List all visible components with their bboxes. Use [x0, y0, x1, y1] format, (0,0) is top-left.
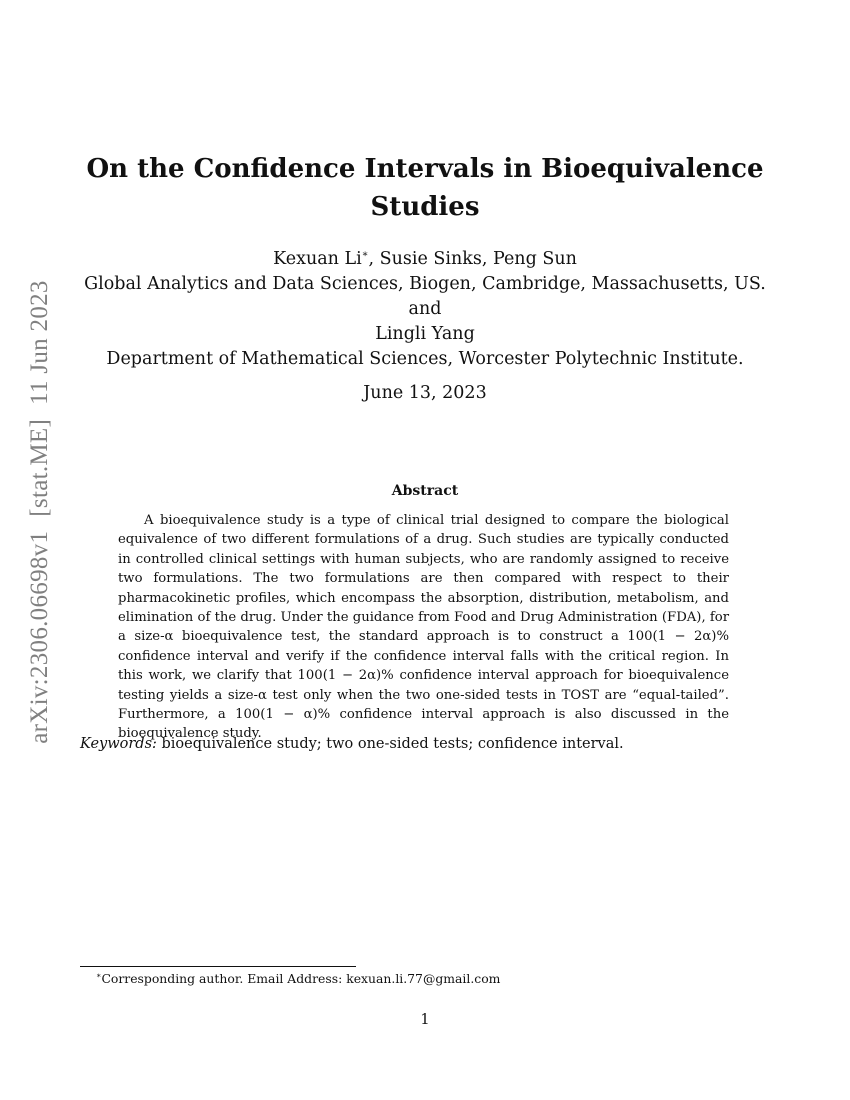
author-line-2: Lingli Yang [375, 323, 475, 344]
footnote-text: Corresponding author. Email Address: kexuan.li.77@gmail.com [101, 971, 501, 987]
arxiv-id: arXiv:2306.06698v1 [26, 530, 53, 744]
co-authors: , Susie Sinks, Peng Sun [368, 248, 577, 269]
affiliation-2: Department of Mathematical Sciences, Worcester Polytechnic Institute. [106, 348, 744, 369]
author-block [60, 242, 790, 372]
keywords-text: bioequivalence study; two one-sided tests; confidence interval. [161, 736, 624, 752]
keywords-line [80, 736, 780, 752]
author-line-1 [60, 242, 790, 272]
arxiv-identifier-stamp [26, 280, 54, 743]
corresponding-author-name: Kexuan Li [273, 248, 362, 269]
paper-title: On the Confidence Intervals in Bioequivalence Studies [86, 154, 764, 222]
arxiv-date: 11 Jun 2023 [26, 280, 53, 405]
corresponding-author-mark: ∗ [361, 249, 369, 260]
footnote [96, 971, 500, 986]
author-conjunction: and [408, 298, 442, 319]
keywords-label: Keywords: [80, 736, 157, 752]
abstract-body: A bioequivalence study is a type of clinical trial designed to compare the biological equivalence of two different formulations of a drug. Such studies are typically conducted in controlled clinical settings with human subjects, who are randomly assigned to receive two formulations. The two formulations are then compared with respect to their pharmacokinetic profiles, which encompass the absorption, distribution, metabolism, and elimination of the drug. Under the guidance from Food and Drug Administration (FDA), for a size-α bioequivalence test, the standard approach is to construct a 100(1 − 2α)% confidence interval and verify if the confidence interval falls with the critical region. In this work, we clarify that 100(1 − 2α)% confidence interval approach for bioequivalence testing yields a size-α test only when the two one-sided tests in TOST are “equal-tailed”. Furthermore, a 100(1 − α)% confidence interval approach is also discussed in the bioequivalence study. [118, 513, 729, 742]
page-number: 1 [420, 1012, 430, 1028]
affiliation-1: Global Analytics and Data Sciences, Biogen, Cambridge, Massachusetts, US. [84, 273, 766, 294]
arxiv-category: [stat.ME] [26, 418, 53, 517]
footnote-divider [80, 966, 356, 967]
footnote-mark: ∗ [96, 971, 102, 980]
paper-date: June 13, 2023 [363, 383, 487, 403]
abstract-heading: Abstract [391, 483, 459, 499]
